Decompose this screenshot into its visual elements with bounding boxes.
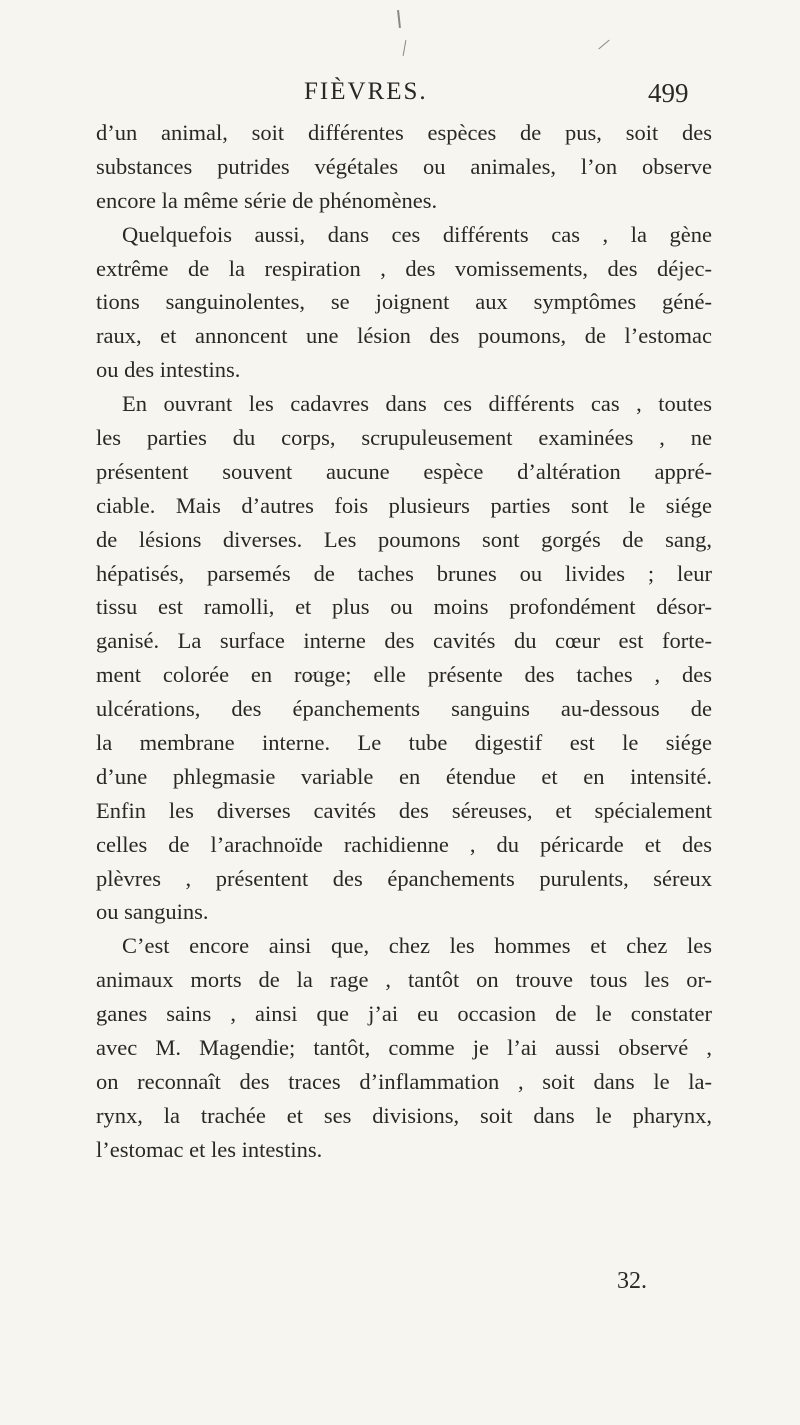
text-line: tissu est ramolli, et plus ou moins profondément désor- (96, 594, 712, 620)
text-line: hépatisés, parsemés de taches brunes ou livides ; leur (96, 560, 712, 586)
text-line: encore la même série de phénomènes. (96, 187, 438, 213)
running-title: FIÈVRES. (304, 78, 428, 105)
ink-speck (598, 40, 609, 50)
text-line: tions sanguinolentes, se joignent aux symptômes géné- (96, 289, 712, 315)
ink-speck (397, 10, 401, 28)
ink-speck (403, 40, 407, 56)
page-header (0, 78, 800, 118)
text-line: ganisé. La surface interne des cavités du cœur est forte- (96, 628, 712, 654)
page-number: 499 (648, 78, 689, 108)
text-line: ou sanguins. (96, 899, 209, 925)
body-text (96, 116, 712, 1167)
text-line: avec M. Magendie; tantôt, comme je l’ai aussi observé , (96, 1035, 712, 1061)
text-line: ou des intestins. (96, 357, 241, 383)
text-line: celles de l’arachnoïde rachidienne , du péricarde et des (96, 831, 712, 857)
text-line: ganes sains , ainsi que j’ai eu occasion de le constater (96, 1001, 712, 1027)
text-line: animaux morts de la rage , tantôt on trouve tous les or- (96, 967, 712, 993)
text-line: d’une phlegmasie variable en étendue et en intensité. (96, 763, 712, 789)
text-line: plèvres , présentent des épanchements purulents, séreux (96, 865, 712, 891)
text-line: on reconnaît des traces d’inflammation , soit dans le la- (96, 1068, 712, 1094)
text-line: présentent souvent aucune espèce d’altération appré- (96, 458, 712, 484)
text-line: Quelquefois aussi, dans ces différents cas , la gène (122, 221, 712, 247)
text-line: raux, et annoncent une lésion des poumons, de l’estomac (96, 323, 712, 349)
text-line: l’estomac et les intestins. (96, 1136, 323, 1162)
text-line: En ouvrant les cadavres dans ces différents cas , toutes (122, 391, 712, 417)
text-line: d’un animal, soit différentes espèces de pus, soit des (96, 120, 712, 145)
text-line: ulcérations, des épanchements sanguins au-dessous de (96, 696, 712, 722)
text-line: ciable. Mais d’autres fois plusieurs parties sont le siége (96, 492, 712, 518)
text-line: substances putrides végétales ou animales, l’on observe (96, 153, 712, 179)
text-line: rynx, la trachée et ses divisions, soit dans le pharynx, (96, 1102, 712, 1128)
text-line: C’est encore ainsi que, chez les hommes et chez les (122, 933, 712, 959)
text-line: ment colorée en rouge; elle présente des taches , des (96, 662, 712, 688)
text-line: extrême de la respiration , des vomissements, des déjec- (96, 255, 712, 281)
text-line: Enfin les diverses cavités des séreuses, et spécialement (96, 797, 712, 823)
text-line: les parties du corps, scrupuleusement examinées , ne (96, 425, 712, 451)
signature-mark: 32. (617, 1268, 647, 1294)
text-line: de lésions diverses. Les poumons sont gorgés de sang, (96, 526, 712, 552)
text-line: la membrane interne. Le tube digestif est le siége (96, 730, 712, 756)
